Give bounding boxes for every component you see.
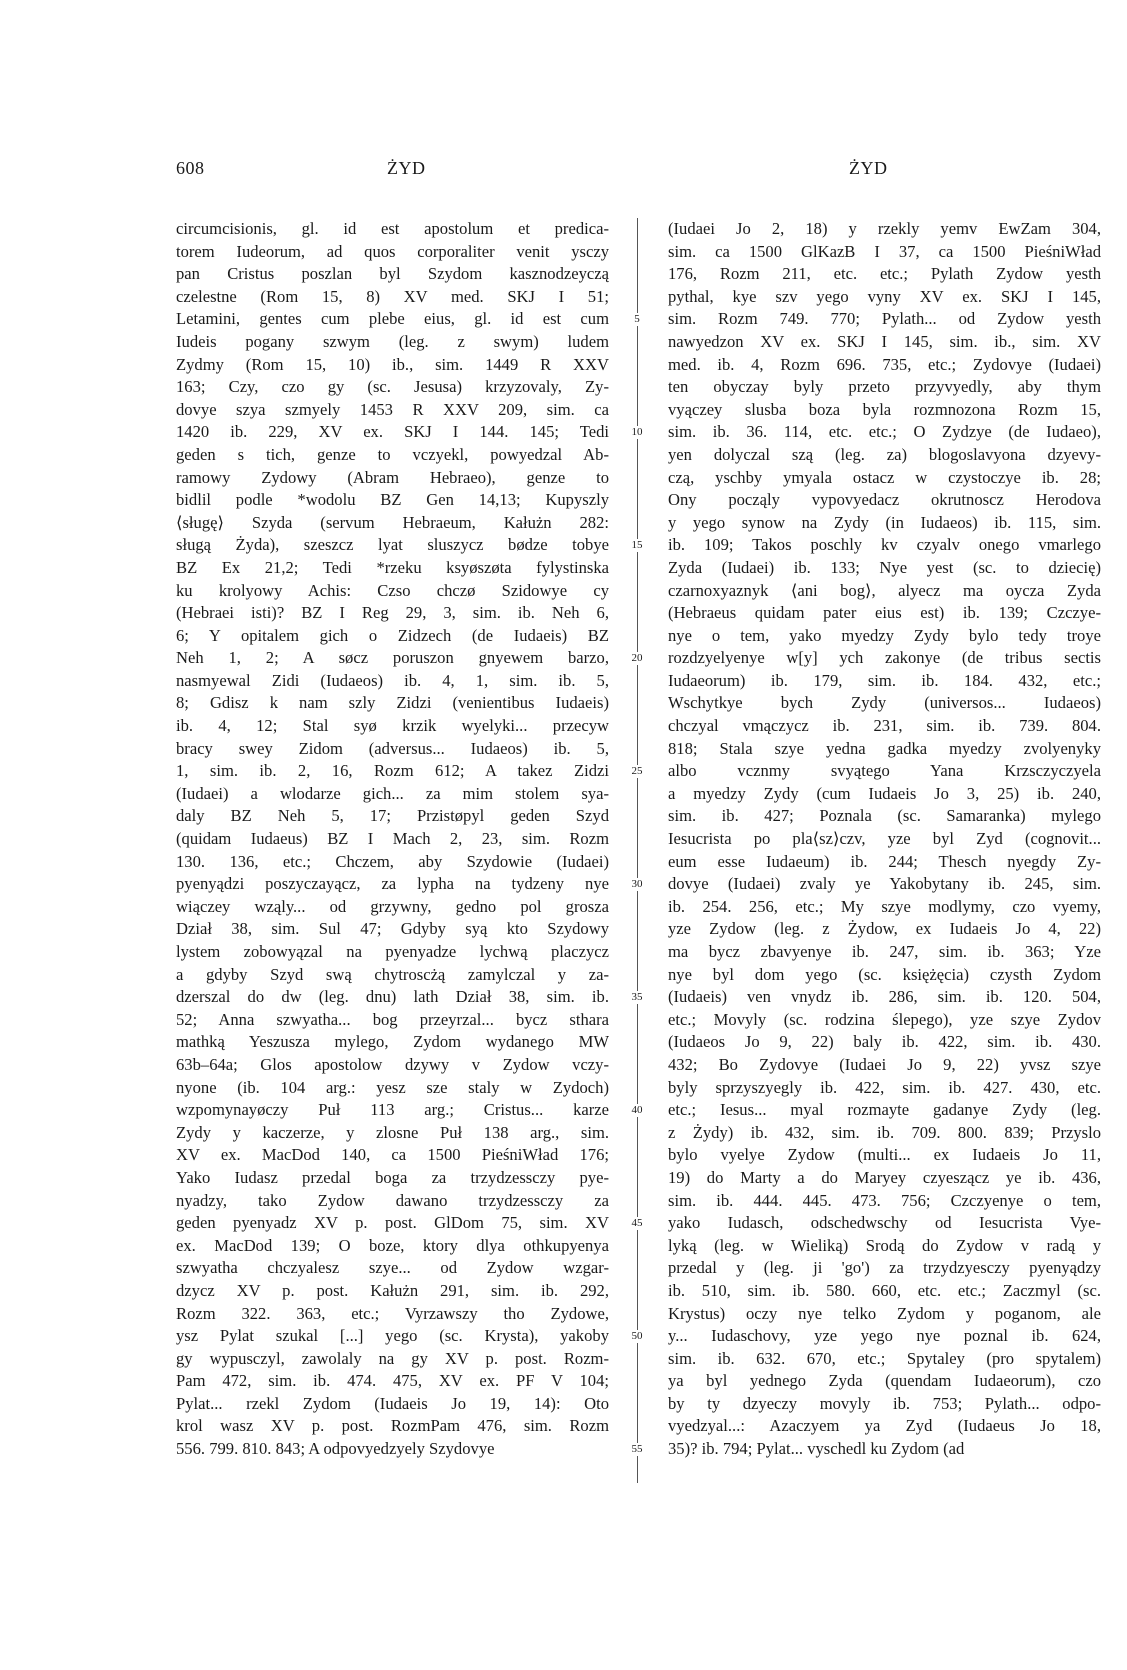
left-column-line: 163; Czy, czo gy (sc. Jesusa) krzyzovaly, Zy-	[176, 377, 609, 397]
left-column-line: 6; Y opitalem gich o Zidzech (de Iudaeis) BZ	[176, 625, 609, 645]
line-number: 45	[624, 1217, 650, 1230]
right-column-line: nawyedzon XV ex. SKJ I 145, sim. ib., sim. XV	[668, 331, 1101, 351]
right-column-line: chczyal vmączycz ib. 231, sim. ib. 739. 804.	[668, 716, 1101, 736]
left-column-line: wzpomynayøczy Puł 113 arg.; Cristus... karze	[176, 1100, 609, 1120]
right-column-line: pythal, kye szv yego vyny XV ex. SKJ I 145,	[668, 286, 1101, 306]
line-number: 15	[624, 539, 650, 552]
left-column-line: ysz Pylat szukal [...] yego (sc. Krysta), yakoby	[176, 1326, 609, 1346]
left-column-line: gy wypusczyl, zawolaly na gy XV p. post. Rozm-	[176, 1348, 609, 1368]
left-column-line: Letamini, gentes cum plebe eius, gl. id est cum	[176, 309, 609, 329]
right-column-line: Iesucrista po pla⟨sz⟩czv, yze byl Zyd (cognovit...	[668, 829, 1101, 849]
left-column-line: Iudeis pogany szwym (leg. z swym) ludem	[176, 331, 609, 351]
right-column-line: a myedzy Zydy (cum Iudaeis Jo 3, 25) ib. 240,	[668, 783, 1101, 803]
left-text-column	[176, 218, 609, 1461]
right-column-line: y yego synow na Zydy (in Iudaeos) ib. 115, sim.	[668, 512, 1101, 532]
left-column-line: bracy swey Zidom (adversus... Iudaeos) ib. 5,	[176, 738, 609, 758]
right-column-line: 19) do Marty a do Maryey czyeszącz ye ib. 436,	[668, 1167, 1101, 1187]
right-column-line: ten obyczay byly przeto przyvyedly, aby thym	[668, 377, 1101, 397]
right-column-line: Krystus) oczy nye telko Zydom y poganom, ale	[668, 1303, 1101, 1323]
right-column-line: (Hebraeus quidam pater eius est) ib. 139; Czczye-	[668, 603, 1101, 623]
left-column-line: (Hebraei isti)? BZ I Reg 29, 3, sim. ib. Neh 6,	[176, 603, 609, 623]
right-column-line: (Iudaeos Jo 9, 22) baly ib. 422, sim. ib. 430.	[668, 1032, 1101, 1052]
left-column-line: dzycz XV p. post. Kałużn 291, sim. ib. 292,	[176, 1280, 609, 1300]
right-column-line: nye o tem, yako myedzy Zydy bylo tedy troye	[668, 625, 1101, 645]
left-column-line: 63b–64a; Glos apostolow dzywy v Zydow vczy-	[176, 1054, 609, 1074]
left-column-line: dovye szya szmyely 1453 R XXV 209, sim. ca	[176, 399, 609, 419]
right-column-line: eum esse Iudaeum) ib. 244; Thesch nyegdy Zy-	[668, 851, 1101, 871]
left-column-line: nasmyewal Zidi (Iudaeos) ib. 4, 1, sim. ib. 5,	[176, 670, 609, 690]
right-column-line: sim. ib. 444. 445. 473. 756; Czczyenye o tem,	[668, 1190, 1101, 1210]
left-column-line: 8; Gdisz k nam szly Zidzi (venientibus Iudaeis)	[176, 693, 609, 713]
left-column-line: czelestne (Rom 15, 8) XV med. SKJ I 51;	[176, 286, 609, 306]
left-column-line: nyone (ib. 104 arg.: yesz sze staly w Zydoch)	[176, 1077, 609, 1097]
left-column-line: circumcisionis, gl. id est apostolum et predica-	[176, 219, 609, 238]
left-column-line: ex. MacDod 139; O boze, ktory dlya othkupyenya	[176, 1235, 609, 1255]
right-column-line: sim. Rozm 749. 770; Pylath... od Zydow yesth	[668, 309, 1101, 329]
right-column-line: 35)? ib. 794; Pylat... vyschedl ku Zydom (ad	[668, 1439, 965, 1459]
right-text-column	[668, 218, 1101, 1461]
right-column-line: (Iudaei Jo 2, 18) y rzekly yemv EwZam 304,	[668, 219, 1101, 238]
page-number: 608	[176, 158, 205, 178]
left-column-line: geden s tich, genze to vczyekl, powyedzal Ab-	[176, 444, 609, 464]
right-column-line: sim. ib. 427; Poznala (sc. Samaranka) mylego	[668, 806, 1101, 826]
left-column-line: szwyatha chczyalesz szye... od Zydow wzgar-	[176, 1258, 609, 1278]
left-column-line: ku krolyowy Achis: Czso chczø Szidowye cy	[176, 580, 609, 600]
left-column-line: krol wasz XV p. post. RozmPam 476, sim. Rozm	[176, 1416, 609, 1436]
right-column-line: przedal y (leg. ji 'go') za trzydzyesczy pyenyądzy	[668, 1258, 1101, 1278]
right-column-line: 176, Rozm 211, etc. etc.; Pylath Zydow yesth	[668, 264, 1101, 284]
right-column-line: vyączey slusba boza byla rozmnozona Rozm 15,	[668, 399, 1101, 419]
line-number: 25	[624, 765, 650, 778]
right-column-line: vyedzyal...: Azaczyem ya Zyd (Iudaeus Jo 18,	[668, 1416, 1101, 1436]
line-number: 55	[624, 1443, 650, 1456]
right-column-line: byly sprzyszyegly ib. 422, sim. ib. 427. 430, etc.	[668, 1077, 1101, 1097]
left-column-line: pyenyądzi poszyczayącz, za lypha na tydzeny nye	[176, 874, 609, 894]
line-number: 30	[624, 878, 650, 891]
right-column-line: etc.; Movyly (sc. rodzina ślepego), yze szye Zydov	[668, 1009, 1101, 1029]
left-column-line: daly BZ Neh 5, 17; Przistøpyl geden Szyd	[176, 806, 609, 826]
left-column-line: Pam 472, sim. ib. 474. 475, XV ex. PF V 104;	[176, 1371, 609, 1391]
right-column-line: 818; Stala szye yedna gadka myedzy zvolyenyky	[668, 738, 1101, 758]
line-number: 5	[624, 313, 650, 326]
right-column-line: (Iudaeis) ven vnydz ib. 286, sim. ib. 120. 504,	[668, 987, 1101, 1007]
right-column-line: ma bycz zbavyenye ib. 247, sim. ib. 363; Yze	[668, 942, 1101, 961]
right-column-line: Zyda (Iudaei) ib. 133; Nye yest (sc. to dziecię)	[668, 557, 1101, 577]
right-column-line: nye byl dom yego (sc. księżęcia) czysth Zydom	[668, 964, 1101, 984]
left-column-line: XV ex. MacDod 140, ca 1500 PieśniWład 176;	[176, 1145, 609, 1165]
running-head-right: ŻYD	[849, 158, 888, 178]
line-number: 35	[624, 991, 650, 1004]
left-column-line: ramowy Zydowy (Abram Hebraeo), genze to	[176, 467, 609, 487]
left-column-line: geden pyenyadz XV p. post. GlDom 75, sim. XV	[176, 1213, 609, 1233]
left-column-line: 556. 799. 810. 843; A odpovyedzyely Szydovye	[176, 1439, 495, 1459]
right-column-line: Wschytkye bych Zydy (universos... Iudaeos)	[668, 693, 1101, 713]
left-column-line: (Iudaei) a wlodarze gich... za mim stolem sya-	[176, 783, 609, 803]
line-number: 50	[624, 1330, 650, 1343]
left-column-line: 130. 136, etc.; Chczem, aby Szydowie (Iudaei)	[176, 851, 609, 871]
left-column-line: bidlil podle *wodolu BZ Gen 14,13; Kupyszly	[176, 490, 609, 510]
left-column-line: Zydy y kaczerze, y zlosne Puł 138 arg., sim.	[176, 1122, 609, 1142]
right-column-line: by ty dzyeczy movyly ib. 753; Pylath... odpo-	[668, 1393, 1101, 1413]
right-column-line: lyką (leg. w Wieliką) Srodą do Zydow v radą y	[668, 1235, 1101, 1255]
right-column-line: y... Iudaschovy, yze yego nye poznal ib. 624,	[668, 1326, 1101, 1346]
left-column-line: 1, sim. ib. 2, 16, Rozm 612; A takez Zidzi	[176, 761, 609, 781]
left-column-line: ⟨sługę⟩ Szyda (servum Hebraeum, Kałużn 282:	[176, 512, 609, 532]
left-column-line: sługą Żyda), szeszcz lyat sluszycz bødze tobye	[176, 535, 609, 555]
right-column-line: bylo vyelye Zydow (multi... ex Iudaeis Jo 11,	[668, 1145, 1101, 1165]
right-column-line: ya byl yednego Zyda (quendam Iudaeorum), czo	[668, 1371, 1101, 1391]
right-column-line: yen dolyczal szą (leg. za) blogoslavyona dzyevy-	[668, 444, 1101, 464]
right-column-line: ib. 510, sim. ib. 580. 660, etc. etc.; Zaczmyl (sc.	[668, 1280, 1101, 1300]
right-column-line: Ony począly vypovyedacz okrutnoscz Herodova	[668, 490, 1101, 510]
left-column-line: Yako Iudasz przedal boga za trzydzessczy pye-	[176, 1167, 609, 1187]
right-column-line: czarnoxyaznyk ⟨ani bog⟩, alyecz ma oycza Zyda	[668, 580, 1101, 600]
right-column-line: yze Zydow (leg. z Żydow, ex Iudaeis Jo 4, 22)	[668, 919, 1101, 939]
left-column-line: dzerszal do dw (leg. dnu) lath Dział 38, sim. ib.	[176, 987, 609, 1007]
left-column-line: Pylat... rzekl Zydom (Iudaeis Jo 19, 14): Oto	[176, 1393, 609, 1413]
right-column-line: rozdzyelyenye w[y] ych zakonye (de tribus sectis	[668, 648, 1101, 668]
left-column-line: a gdyby Szyd swą chytroscżą zamylczal y za-	[176, 964, 609, 984]
left-column-line: lystem zobowyązal na pyenyadze lychwą placzycz	[176, 942, 609, 961]
left-column-line: BZ Ex 21,2; Tedi *rzeku ksyøszøta fylystinska	[176, 557, 609, 577]
right-column-line: ib. 109; Takos poschly kv czyalv onego vmarlego	[668, 535, 1101, 555]
left-column-line: ib. 4, 12; Stal syø krzik wyelyki... przecyw	[176, 716, 609, 736]
left-column-line: pan Cristus poszlan byl Szydom kasznodzeyczą	[176, 264, 609, 284]
column-divider	[637, 218, 638, 1483]
right-column-line: ib. 254. 256, etc.; My szye modlymy, czo vyemy,	[668, 896, 1101, 916]
left-column-line: 1420 ib. 229, XV ex. SKJ I 144. 145; Tedi	[176, 422, 609, 442]
right-column-line: med. ib. 4, Rozm 696. 735, etc.; Zydovye (Iudaei)	[668, 354, 1101, 374]
left-column-line: Rozm 322. 363, etc.; Vyrzawszy tho Zydowe,	[176, 1303, 609, 1323]
left-column-line: wiączey wząly... od grzywny, gedno pol grosza	[176, 896, 609, 916]
left-column-line: 52; Anna szwyatha... bog przeyrzal... bycz sthara	[176, 1009, 609, 1029]
right-column-line: czą, yschby ymyala ostacz w czystoczye ib. 28;	[668, 467, 1101, 487]
left-column-line: Dział 38, sim. Sul 47; Gdyby syą kto Szydowy	[176, 919, 609, 939]
line-number: 20	[624, 652, 650, 665]
running-head-left: ŻYD	[387, 158, 426, 178]
left-column-line: mathką Yeszusza mylego, Zydom wydanego MW	[176, 1032, 609, 1052]
right-column-line: sim. ib. 36. 114, etc. etc.; O Zydzye (de Iudaeo),	[668, 422, 1101, 442]
line-number: 10	[624, 426, 650, 439]
line-number: 40	[624, 1104, 650, 1117]
right-column-line: Iudaeorum) ib. 179, sim. ib. 184. 432, etc.;	[668, 670, 1101, 690]
left-column-line: torem Iudeorum, ad quos corporaliter venit ysczy	[176, 241, 609, 261]
left-column-line: Zydmy (Rom 15, 10) ib., sim. 1449 R XXV	[176, 354, 609, 374]
left-column-line: nyadzy, tako Zydow dawano trzydzessczy za	[176, 1190, 609, 1210]
right-column-line: yako Iudasch, odschedwschy od Iesucrista Vye-	[668, 1213, 1101, 1233]
left-column-line: Neh 1, 2; A søcz poruszon gnyewem barzo,	[176, 648, 609, 668]
right-column-line: sim. ca 1500 GlKazB I 37, ca 1500 PieśniWład	[668, 241, 1101, 261]
right-column-line: sim. ib. 632. 670, etc.; Spytaley (pro spytalem)	[668, 1348, 1101, 1368]
right-column-line: etc.; Iesus... myal rozmayte gadanye Zydy (leg.	[668, 1100, 1101, 1120]
right-column-line: dovye (Iudaei) zvaly ye Yakobytany ib. 245, sim.	[668, 874, 1101, 894]
right-column-line: 432; Bo Zydovye (Iudaei Jo 9, 22) yvsz szye	[668, 1054, 1101, 1074]
right-column-line: albo vcznmy svyątego Yana Krzsczyczyela	[668, 761, 1101, 781]
left-column-line: (quidam Iudaeus) BZ I Mach 2, 23, sim. Rozm	[176, 829, 609, 849]
right-column-line: z Żydy) ib. 432, sim. ib. 709. 800. 839; Przyslo	[668, 1122, 1101, 1142]
